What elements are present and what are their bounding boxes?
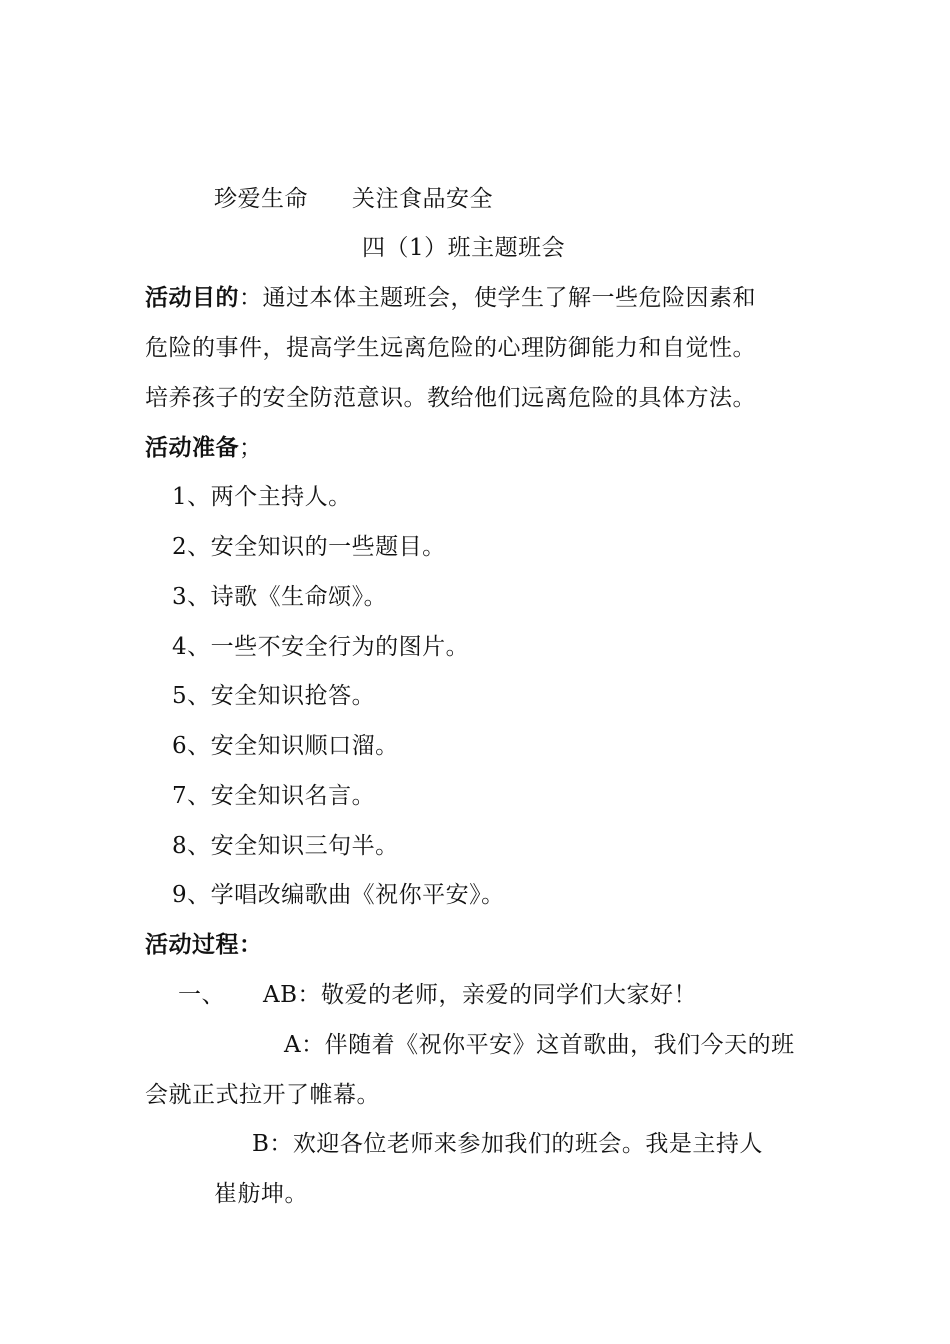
process-section-number: 一、 [178, 982, 225, 1008]
process-line-3: 会就正式拉开了帷幕。 [145, 1082, 380, 1108]
purpose-label: 活动目的 [145, 284, 239, 311]
process-line-4: B：欢迎各位老师来参加我们的班会。我是主持人 [252, 1131, 763, 1157]
preparation-heading [145, 433, 263, 463]
process-label: 活动过程 [145, 931, 239, 958]
preparation-label: 活动准备 [145, 434, 239, 461]
process-heading [145, 930, 263, 960]
purpose-line-3: 培养孩子的安全防范意识。教给他们远离危险的具体方法。 [145, 385, 756, 411]
preparation-item-3: 3、诗歌《生命颂》。 [172, 584, 388, 610]
purpose-text-1: ：通过本体主题班会，使学生了解一些危险因素和 [239, 285, 756, 311]
document-subtitle: 四（1）班主题班会 [362, 235, 566, 261]
title-part-1: 珍爱生命 [214, 186, 308, 212]
purpose-line-2: 危险的事件，提高学生远离危险的心理防御能力和自觉性。 [145, 335, 756, 361]
preparation-item-2: 2、安全知识的一些题目。 [172, 534, 446, 560]
process-line-5: 崔舫坤。 [214, 1181, 308, 1207]
document-title [214, 184, 493, 214]
title-part-2: 关注食品安全 [352, 186, 493, 212]
preparation-item-4: 4、一些不安全行为的图片。 [172, 634, 470, 660]
preparation-item-6: 6、安全知识顺口溜。 [172, 733, 399, 759]
preparation-item-1: 1、两个主持人。 [172, 484, 352, 510]
process-line-2: A：伴随着《祝你平安》这首歌曲，我们今天的班 [284, 1032, 795, 1058]
purpose-line-1 [145, 283, 756, 313]
preparation-item-5: 5、安全知识抢答。 [172, 683, 376, 709]
preparation-item-8: 8、安全知识三句半。 [172, 833, 399, 859]
preparation-item-9: 9、学唱改编歌曲《祝你平安》。 [172, 882, 505, 908]
process-line-1: AB：敬爱的老师，亲爱的同学们大家好！ [263, 982, 698, 1008]
preparation-punct: ； [239, 435, 263, 461]
preparation-item-7: 7、安全知识名言。 [172, 783, 376, 809]
process-punct: ： [239, 931, 263, 958]
